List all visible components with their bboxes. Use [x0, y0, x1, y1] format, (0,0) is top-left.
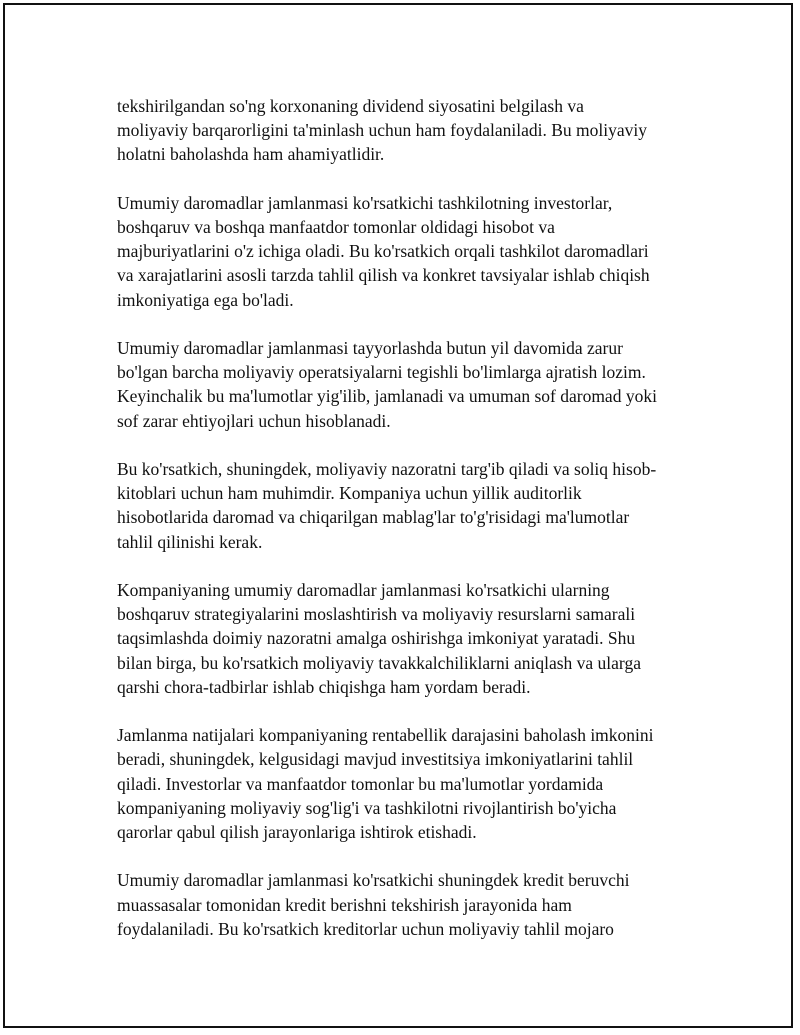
text-line: muassasalar tomonidan kredit berishni tekshirish jarayonida ham — [117, 894, 572, 915]
paragraph-2 — [117, 191, 692, 312]
text-line: Bu ko'rsatkich, shuningdek, moliyaviy nazoratni targ'ib qiladi va soliq hisob- — [117, 459, 657, 479]
text-line: tekshirilgandan so'ng korxonaning dividend siyosatini belgilash va — [117, 96, 584, 116]
text-line: taqsimlashda doimiy nazoratni amalga oshirishga imkoniyat yaratadi. Shu — [117, 628, 636, 649]
text-line: Kompaniyaning umumiy daromadlar jamlanmasi ko'rsatkichi ularning — [117, 580, 610, 600]
text-line: qiladi. Investorlar va manfaatdor tomonlar bu ma'lumotlar yordamida — [117, 773, 604, 794]
text-line: majburiyatlarini o'z ichiga oladi. Bu ko'rsatkich orqali tashkilot daromadlari — [117, 241, 649, 262]
text-line: Umumiy daromadlar jamlanmasi ko'rsatkichi shuningdek kredit beruvchi — [117, 870, 630, 891]
text-line: beradi, shuningdek, kelgusidagi mavjud investitsiya imkoniyatlarini tahlil — [117, 749, 634, 770]
text-line: Jamlanma natijalari kompaniyaning rentabellik darajasini baholash imkonini — [117, 725, 654, 746]
text-line: Keyinchalik bu ma'lumotlar yig'ilib, jamlanadi va umuman sof daromad yoki — [117, 386, 657, 407]
text-line: moliyaviy barqarorligini ta'minlash uchun ham foydalaniladi. Bu moliyaviy — [117, 120, 647, 141]
paragraph-1 — [117, 94, 692, 167]
text-line: Umumiy daromadlar jamlanmasi tayyorlashda butun yil davomida zarur — [117, 338, 623, 358]
text-line: bilan birga, bu ko'rsatkich moliyaviy tavakkalchiliklarni aniqlash va ularga — [117, 652, 641, 673]
text-line: tahlil qilinishi kerak. — [117, 531, 263, 552]
paragraph-5 — [117, 578, 692, 699]
paragraph-3 — [117, 336, 692, 433]
text-line: holatni baholashda ham ahamiyatlidir. — [117, 144, 385, 165]
text-line: kitoblari uchun ham muhimdir. Kompaniya uchun yillik auditorlik — [117, 483, 582, 504]
text-line: foydalaniladi. Bu ko'rsatkich kreditorlar uchun moliyaviy tahlil mojaro — [117, 918, 614, 939]
text-line: imkoniyatiga ega bo'ladi. — [117, 289, 294, 310]
text-line: qarorlar qabul qilish jarayonlariga ishtirok etishadi. — [117, 822, 477, 843]
document-body — [117, 94, 692, 965]
text-line: bo'lgan barcha moliyaviy operatsiyalarni tegishli bo'limlarga ajratish lozim. — [117, 362, 646, 383]
text-line: boshqaruv strategiyalarini moslashtirish va moliyaviy resurslarni samarali — [117, 604, 636, 625]
text-line: Umumiy daromadlar jamlanmasi ko'rsatkichi tashkilotning investorlar, — [117, 192, 613, 213]
text-line: hisobotlarida daromad va chiqarilgan mablag'lar to'g'risidagi ma'lumotlar — [117, 507, 630, 528]
paragraph-6 — [117, 723, 692, 844]
text-line: sof zarar ehtiyojlari uchun hisoblanadi. — [117, 410, 391, 431]
text-line: va xarajatlarini asosli tarzda tahlil qilish va konkret tavsiyalar ishlab chiqish — [117, 265, 650, 286]
text-line: kompaniyaning moliyaviy sog'lig'i va tashkilotni rivojlantirish bo'yicha — [117, 797, 617, 818]
text-line: qarshi chora-tadbirlar ishlab chiqishga ham yordam beradi. — [117, 676, 531, 697]
text-line: boshqaruv va boshqa manfaatdor tomonlar oldidagi hisobot va — [117, 217, 555, 237]
paragraph-4 — [117, 457, 692, 554]
paragraph-7 — [117, 868, 692, 941]
